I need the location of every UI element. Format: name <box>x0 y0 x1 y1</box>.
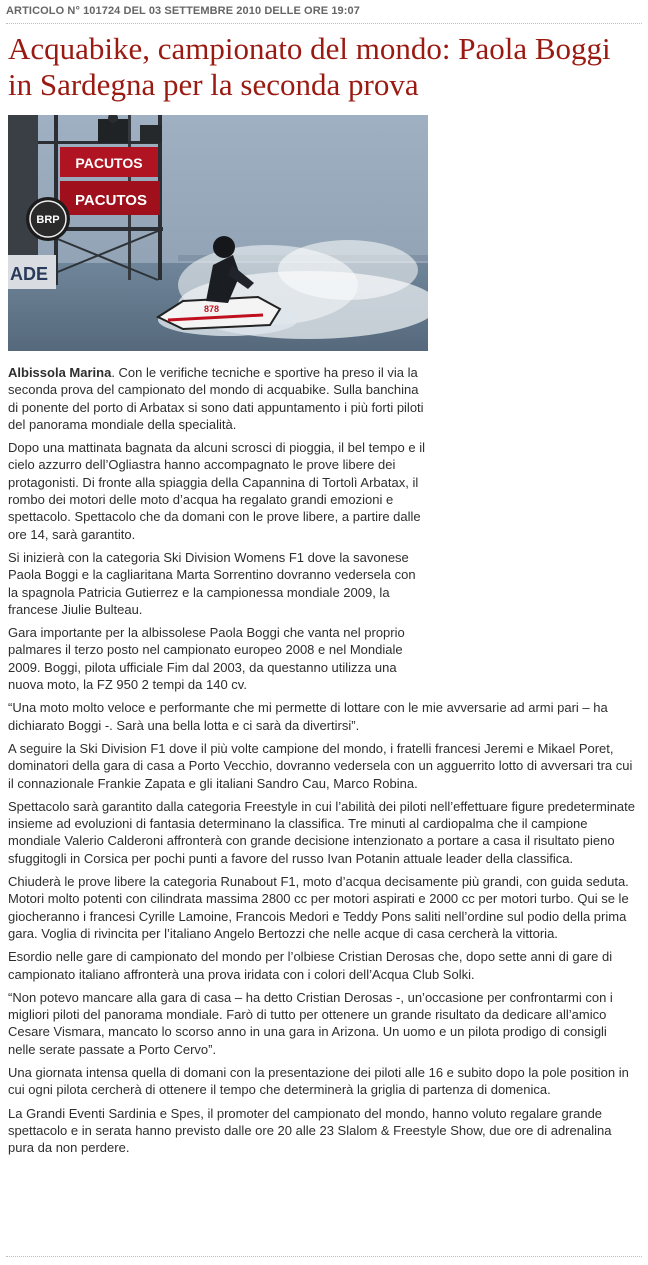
lead-place: Albissola Marina <box>8 365 112 380</box>
paragraph: “Non potevo mancare alla gara di casa – ha detto Cristian Derosas -, un’occasione per confrontarmi con i migliori piloti del panorama mondiale. Farò di tutto per ottenere un grande risultato da dedicare all’amico Cesare Vismara, mancato lo scorso anno in una gara in Arizona. Un uomo e un pilota prodigo di consigli nelle serate passate a Porto Cervo”. <box>8 989 613 1057</box>
paragraph: Dopo una mattinata bagnata da alcuni scrosci di pioggia, il bel tempo e il cielo azzurro dell’Ogliastra hanno accompagnato le prove libere dei protagonisti. Di fronte alla spiaggia della Capannina di Tortolì Arbatax, il rombo dei motori delle moto d’acqua ha regalato grandi emozioni e spettacolo. Spettacolo che da domani con le prove libere, a partire dalle ore 14, sarà garantito. <box>8 440 425 542</box>
paragraph <box>8 364 428 433</box>
paragraph: Si inizierà con la categoria Ski Division Womens F1 dove la savonese Paola Boggi e la cagliaritana Marta Sorrentino dovranno vedersela con la spagnola Patricia Gutierrez e la campionessa mondiale 2009, la francese Jiulie Bulteau. <box>8 549 416 617</box>
article-body <box>8 364 636 1162</box>
article-photo <box>8 115 428 351</box>
article-meta: ARTICOLO N° 101724 DEL 03 SETTEMBRE 2010 DELLE ORE 19:07 <box>6 4 642 24</box>
paragraph: La Grandi Eventi Sardinia e Spes, il promoter del campionato del mondo, hanno voluto regalare grande spettacolo e in serata hanno previsto dalle ore 20 alle 23 Slalom & Freestyle Show, due ore di adrenalina pura da non perdere. <box>8 1105 612 1156</box>
bottom-divider <box>6 1256 642 1257</box>
banner-top-text: PACUTOS <box>75 155 143 171</box>
paragraph-text: . Con le verifiche tecniche e sportive ha preso il via la seconda prova del campionato del mondo di acquabike. Sulla banchina di ponente del porto di Arbatax si sono dati appuntamento i più forti piloti del panorama mondiale della specialità. <box>8 365 424 432</box>
paragraph: Chiuderà le prove libere la categoria Runabout F1, moto d’acqua decisamente più grandi, con guida seduta. Motori molto potenti con cilindrata massima 2800 cc per motori aspirati e 2000 cc per motori turbo. Qui se le giocheranno i francesi Cyrille Lamoine, Francois Medori e Teddy Pons saliti nell’ordine sul podio della prima gara. Voglia di rivincita per l’italiano Angelo Bertozzi che nelle acque di casa cercherà la vittoria. <box>8 874 629 941</box>
article-title: Acquabike, campionato del mondo: Paola Boggi in Sardegna per la seconda prova <box>8 31 611 102</box>
side-board-text: ADE <box>10 264 49 284</box>
paragraph: Una giornata intensa quella di domani con la presentazione dei piloti alle 16 e subito dopo la pole position in cui ogni pilota cercherà di ottenere il tempo che determinerà la griglia di partenza di domenica. <box>8 1064 629 1098</box>
paragraph: “Una moto molto veloce e performante che mi permette di lottare con le mie avversarie ad armi pari – ha dichiarato Boggi -. Sarà una bella lotta e ci sarà da divertirsi”. <box>8 700 608 733</box>
paragraph: Spettacolo sarà garantito dalla categoria Freestyle in cui l’abilità dei piloti nell’effettuare figure predeterminate insieme ad evoluzioni di fantasia determinano la classifica. Tre minuti al cardiopalma che il campione mondiale Valerio Calderoni affronterà con grande decisione intenzionato a portare a casa il risultato pieno sfuggitogli in Corsica per pochi punti a favore del russo Ivan Potanin attuale leader della classifica. <box>8 798 636 866</box>
hull-number-text: 878 <box>204 304 220 314</box>
brp-logo-text: BRP <box>36 214 60 226</box>
paragraph: A seguire la Ski Division F1 dove il più volte campione del mondo, i fratelli francesi Jeremi e Mikael Poret, dominatori della gara di casa a Porto Vecchio, dovranno vedersela con un agguerrito lotto di avversari tra cui il connazionale Frankie Zapata e gli italiani Sandro Cau, Marco Robina. <box>8 740 633 791</box>
banner-bottom-text: PACUTOS <box>75 192 147 209</box>
paragraph: Esordio nelle gare di campionato del mondo per l’olbiese Cristian Derosas che, dopo sette anni di gare di campionato italiano affronterà una prova iridata con i colori dell’Acqua Club Solki. <box>8 949 613 982</box>
paragraph: Gara importante per la albissolese Paola Boggi che vanta nel proprio palmares il terzo posto nel campionato europeo 2008 e nel Mondiale 2009. Boggi, pilota ufficiale Fim dal 2003, da questanno utilizza una nuova moto, la FZ 950 2 tempi da 140 cv. <box>8 625 405 693</box>
